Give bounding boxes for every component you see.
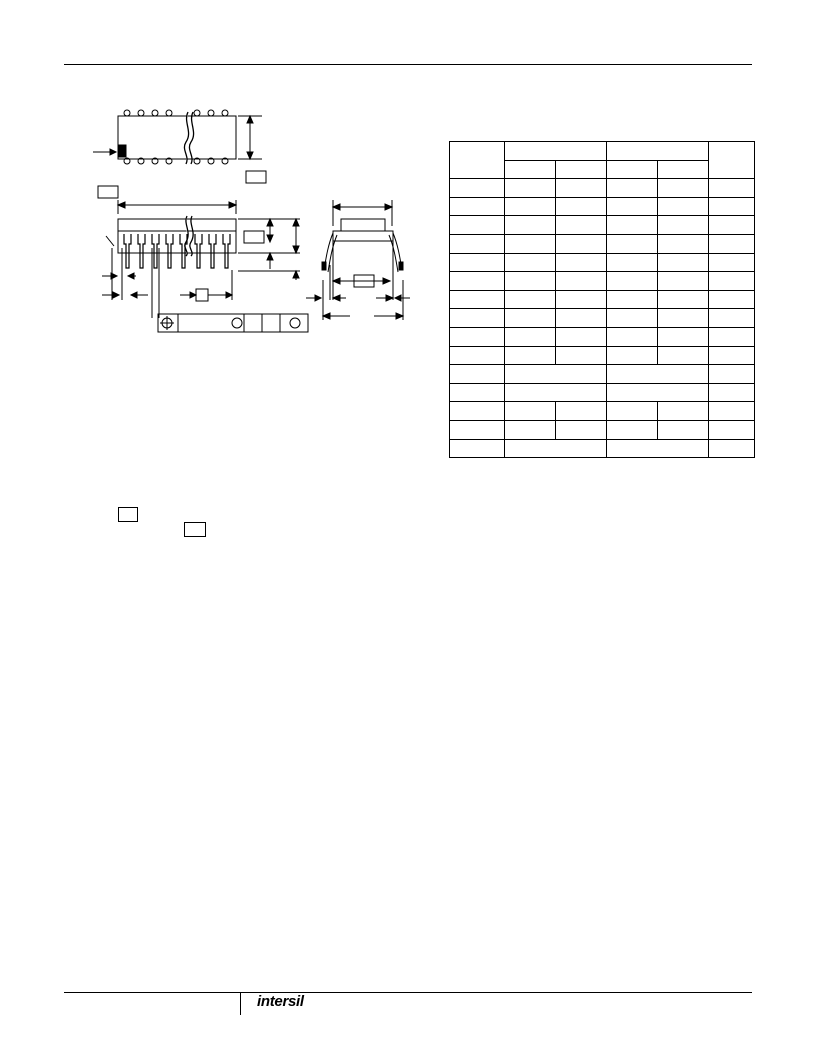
table-cell: [607, 290, 658, 309]
table-cell: [607, 272, 658, 291]
table-cell: [709, 420, 755, 439]
table-cell: [607, 142, 709, 161]
table-cell: [505, 197, 556, 216]
table-row: [450, 402, 755, 421]
table-row: [450, 309, 755, 328]
table-cell: [709, 290, 755, 309]
table-cell: [505, 365, 607, 384]
table-cell: [505, 142, 607, 161]
footer-rule: [64, 992, 752, 993]
table-cell: [556, 327, 607, 346]
table-cell: [505, 402, 556, 421]
table-row: [450, 142, 755, 161]
table-cell: [658, 309, 709, 328]
table-cell: [709, 402, 755, 421]
table-cell: [709, 234, 755, 253]
table-cell: [607, 234, 658, 253]
note-symbol-box: [184, 522, 206, 537]
table-cell: [709, 439, 755, 458]
table-cell: [709, 197, 755, 216]
table-cell: [658, 253, 709, 272]
table-cell: [450, 142, 505, 179]
top-view-pins: [124, 110, 228, 164]
table-cell: [556, 420, 607, 439]
table-cell: [556, 272, 607, 291]
table-cell: [556, 197, 607, 216]
intersil-logo-icon: intersil: [257, 993, 304, 1010]
table-cell: [607, 327, 658, 346]
table-cell: [607, 309, 658, 328]
table-cell: [709, 142, 755, 179]
table-row: [450, 365, 755, 384]
table-cell: [505, 216, 556, 235]
table-cell: [505, 420, 556, 439]
table-cell: [450, 309, 505, 328]
table-row: [450, 439, 755, 458]
table-cell: [607, 383, 709, 402]
table-cell: [709, 216, 755, 235]
table-cell: [450, 234, 505, 253]
table-row: [450, 272, 755, 291]
side-view-leads: [124, 234, 230, 268]
table-cell: [505, 290, 556, 309]
table-row: [450, 179, 755, 198]
table-cell: [658, 179, 709, 198]
table-cell: [450, 439, 505, 458]
table-cell: [505, 439, 607, 458]
table-cell: [505, 234, 556, 253]
end-view: [306, 200, 410, 320]
table-cell: [607, 179, 658, 198]
table-cell: [607, 197, 658, 216]
table-cell: [450, 383, 505, 402]
table-row: [450, 290, 755, 309]
table-cell: [505, 253, 556, 272]
table-row: [450, 420, 755, 439]
table-cell: [450, 365, 505, 384]
table-cell: [556, 234, 607, 253]
table-cell: [709, 365, 755, 384]
note-symbol-box: [118, 507, 138, 522]
table-cell: [658, 234, 709, 253]
table-cell: [658, 216, 709, 235]
table-cell: [709, 253, 755, 272]
table-cell: [658, 290, 709, 309]
table-cell: [607, 253, 658, 272]
table-cell: [450, 216, 505, 235]
table-row: [450, 234, 755, 253]
table-cell: [607, 346, 658, 365]
table-row: [450, 327, 755, 346]
table-cell: [505, 272, 556, 291]
side-view: [98, 186, 308, 332]
table-cell: [556, 179, 607, 198]
table-row: [450, 216, 755, 235]
table-cell: [709, 309, 755, 328]
table-cell: [607, 402, 658, 421]
table-cell: [658, 197, 709, 216]
table-row: [450, 253, 755, 272]
top-view: [93, 110, 266, 183]
footer-divider: [240, 993, 241, 1015]
table-cell: [505, 160, 556, 179]
table-cell: [556, 290, 607, 309]
table-cell: [505, 346, 556, 365]
table-cell: [556, 253, 607, 272]
table-cell: [556, 160, 607, 179]
table-cell: [607, 439, 709, 458]
table-cell: [658, 420, 709, 439]
table-row: [450, 197, 755, 216]
table-cell: [709, 179, 755, 198]
table-cell: [505, 309, 556, 328]
table-cell: [450, 253, 505, 272]
table-cell: [709, 346, 755, 365]
table-cell: [450, 179, 505, 198]
table-cell: [658, 346, 709, 365]
table-cell: [658, 160, 709, 179]
table-cell: [450, 272, 505, 291]
table-cell: [450, 197, 505, 216]
table-cell: [658, 402, 709, 421]
table-cell: [450, 420, 505, 439]
table-cell: [450, 327, 505, 346]
table-cell: [709, 383, 755, 402]
table-cell: [556, 216, 607, 235]
table-row: [450, 383, 755, 402]
table-cell: [450, 290, 505, 309]
table-cell: [556, 346, 607, 365]
table-cell: [607, 420, 658, 439]
table-cell: [450, 402, 505, 421]
dimension-table: [449, 141, 755, 458]
table-row: [450, 346, 755, 365]
table-cell: [709, 272, 755, 291]
table-cell: [658, 327, 709, 346]
table-cell: [658, 272, 709, 291]
table-cell: [556, 309, 607, 328]
table-cell: [607, 365, 709, 384]
table-cell: [505, 179, 556, 198]
table-cell: [450, 346, 505, 365]
table-cell: [709, 327, 755, 346]
table-cell: [505, 327, 556, 346]
table-cell: [556, 402, 607, 421]
table-cell: [505, 383, 607, 402]
table-cell: [607, 216, 658, 235]
table-cell: [607, 160, 658, 179]
